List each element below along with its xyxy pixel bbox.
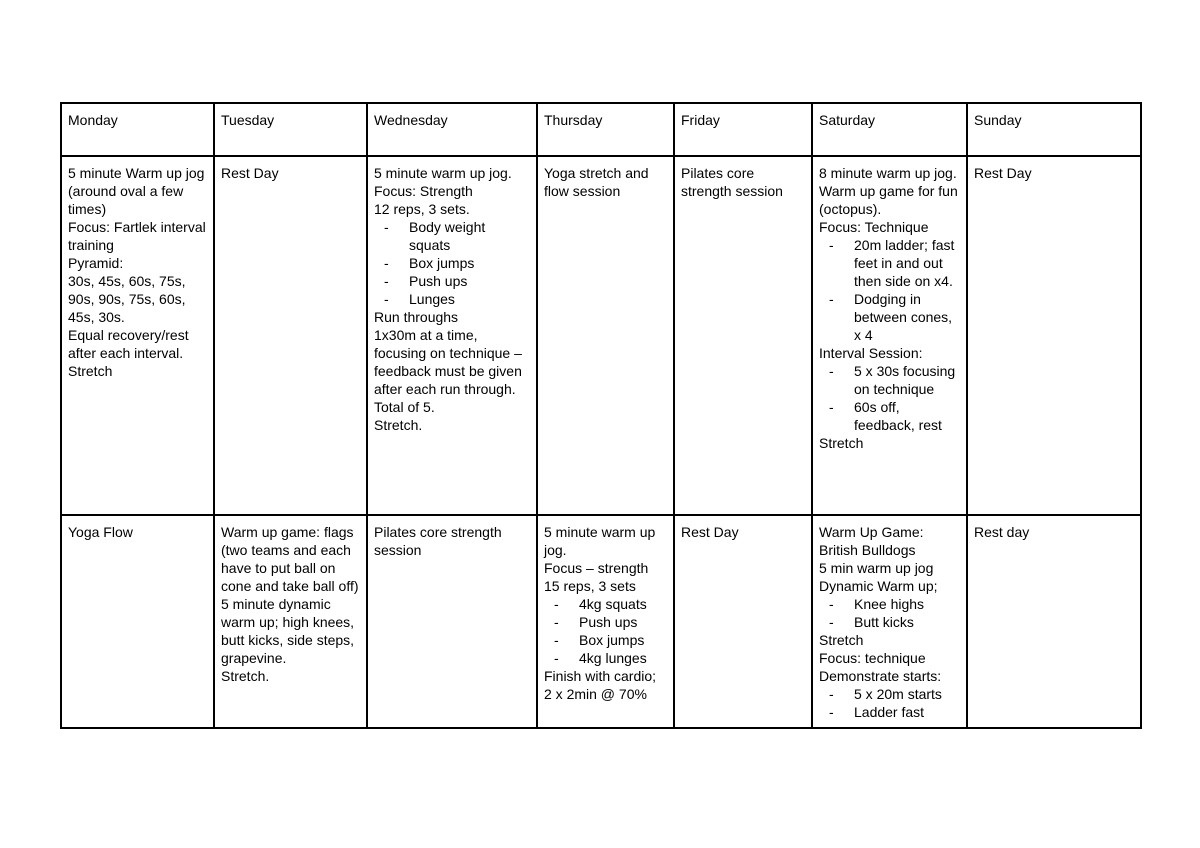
session-text: Focus: Fartlek interval training [68, 219, 206, 253]
session-cell-week2-sunday [967, 515, 1141, 728]
exercise-item: - 5 x 20m starts [819, 685, 960, 703]
session-cell-week2-saturday [812, 515, 967, 728]
exercise-list [819, 595, 960, 631]
session-text: 5 minute dynamic warm up; high knees, butt kicks, side steps, grapevine. [221, 596, 355, 666]
session-text: Focus: Technique [819, 219, 929, 235]
exercise-item: - Dodging in between cones, x 4 [819, 290, 960, 344]
day-header-monday: Monday [61, 103, 214, 156]
session-text: Stretch [68, 363, 113, 379]
day-header-tuesday: Tuesday [214, 103, 367, 156]
session-text: Warm up game for fun (octopus). [819, 183, 958, 217]
session-text: 5 minute warm up jog. [374, 165, 512, 181]
session-text: 1x30m at a time, focusing on technique – feedback must be given after each run through. [374, 327, 522, 397]
session-text: Yoga Flow [68, 524, 133, 540]
exercise-item: - 60s off, feedback, rest [819, 398, 960, 434]
day-header-saturday: Saturday [812, 103, 967, 156]
session-text: Dynamic Warm up; [819, 578, 938, 594]
exercise-list [374, 218, 530, 308]
session-text: Focus: Strength [374, 183, 473, 199]
exercise-item: - Push ups [374, 272, 530, 290]
day-header-friday: Friday [674, 103, 812, 156]
session-text: Pyramid: [68, 255, 124, 271]
session-cell-week1-wednesday [367, 156, 537, 515]
day-header-thursday: Thursday [537, 103, 674, 156]
session-cell-week2-wednesday [367, 515, 537, 728]
day-header-sunday: Sunday [967, 103, 1141, 156]
session-text: Interval Session: [819, 345, 923, 361]
session-text: Focus: technique [819, 650, 926, 666]
exercise-list [819, 236, 960, 344]
session-cell-week2-monday [61, 515, 214, 728]
session-text: Equal recovery/rest after each interval. [68, 327, 189, 361]
session-text: 30s, 45s, 60s, 75s, 90s, 90s, 75s, 60s, 45s, 30s. [68, 273, 186, 325]
exercise-item: - 4kg squats [544, 595, 667, 613]
exercise-list [819, 685, 960, 721]
session-text: Total of 5. [374, 399, 435, 415]
session-text: Pilates core strength session [374, 524, 502, 558]
session-text: Stretch [819, 632, 864, 648]
session-text: Finish with cardio; 2 x 2min @ 70% [544, 668, 657, 702]
session-text: Rest Day [221, 165, 279, 181]
session-text: Run throughs [374, 309, 459, 325]
session-text: 5 min warm up jog [819, 560, 934, 576]
session-cell-week2-friday [674, 515, 812, 728]
session-text: 5 minute warm up jog. [544, 524, 656, 558]
session-cell-week1-sunday [967, 156, 1141, 515]
session-text: Rest day [974, 524, 1030, 540]
exercise-item: - Box jumps [374, 254, 530, 272]
session-text: 12 reps, 3 sets. [374, 201, 470, 217]
session-cell-week1-thursday [537, 156, 674, 515]
exercise-item: - Butt kicks [819, 613, 960, 631]
exercise-list [819, 362, 960, 434]
session-cell-week1-monday [61, 156, 214, 515]
week-1-row [61, 156, 1141, 515]
exercise-item: - Body weight squats [374, 218, 530, 254]
day-header-wednesday: Wednesday [367, 103, 537, 156]
session-cell-week1-friday [674, 156, 812, 515]
day-header-row [61, 103, 1141, 156]
session-cell-week1-tuesday [214, 156, 367, 515]
exercise-item: - Lunges [374, 290, 530, 308]
session-text: Warm Up Game: British Bulldogs [819, 524, 924, 558]
exercise-item: - 5 x 30s focusing on technique [819, 362, 960, 398]
session-text: Stretch. [374, 417, 423, 433]
exercise-item: - 20m ladder; fast feet in and out then side on x4. [819, 236, 960, 290]
session-text: Focus – strength [544, 560, 649, 576]
week-2-row [61, 515, 1141, 728]
session-text: Stretch. [221, 668, 270, 684]
session-text: Demonstrate starts: [819, 668, 942, 684]
session-text: Stretch [819, 435, 864, 451]
exercise-item: - Knee highs [819, 595, 960, 613]
session-text: 15 reps, 3 sets [544, 578, 636, 594]
session-text: Rest Day [681, 524, 739, 540]
weekly-training-schedule [60, 102, 1142, 729]
exercise-item: - Push ups [544, 613, 667, 631]
exercise-list [544, 595, 667, 667]
session-text: 5 minute Warm up jog (around oval a few times) [68, 165, 205, 217]
session-cell-week1-saturday [812, 156, 967, 515]
session-text: Pilates core strength session [681, 165, 783, 199]
session-text: Yoga stretch and flow session [544, 165, 649, 199]
session-cell-week2-tuesday [214, 515, 367, 728]
session-text: 8 minute warm up jog. [819, 165, 957, 181]
exercise-item: - 4kg lunges [544, 649, 667, 667]
exercise-item: - Box jumps [544, 631, 667, 649]
session-cell-week2-thursday [537, 515, 674, 728]
exercise-item: - Ladder fast [819, 703, 960, 721]
session-text: Rest Day [974, 165, 1032, 181]
session-text: Warm up game: flags (two teams and each have to put ball on cone and take ball off) [221, 524, 359, 594]
